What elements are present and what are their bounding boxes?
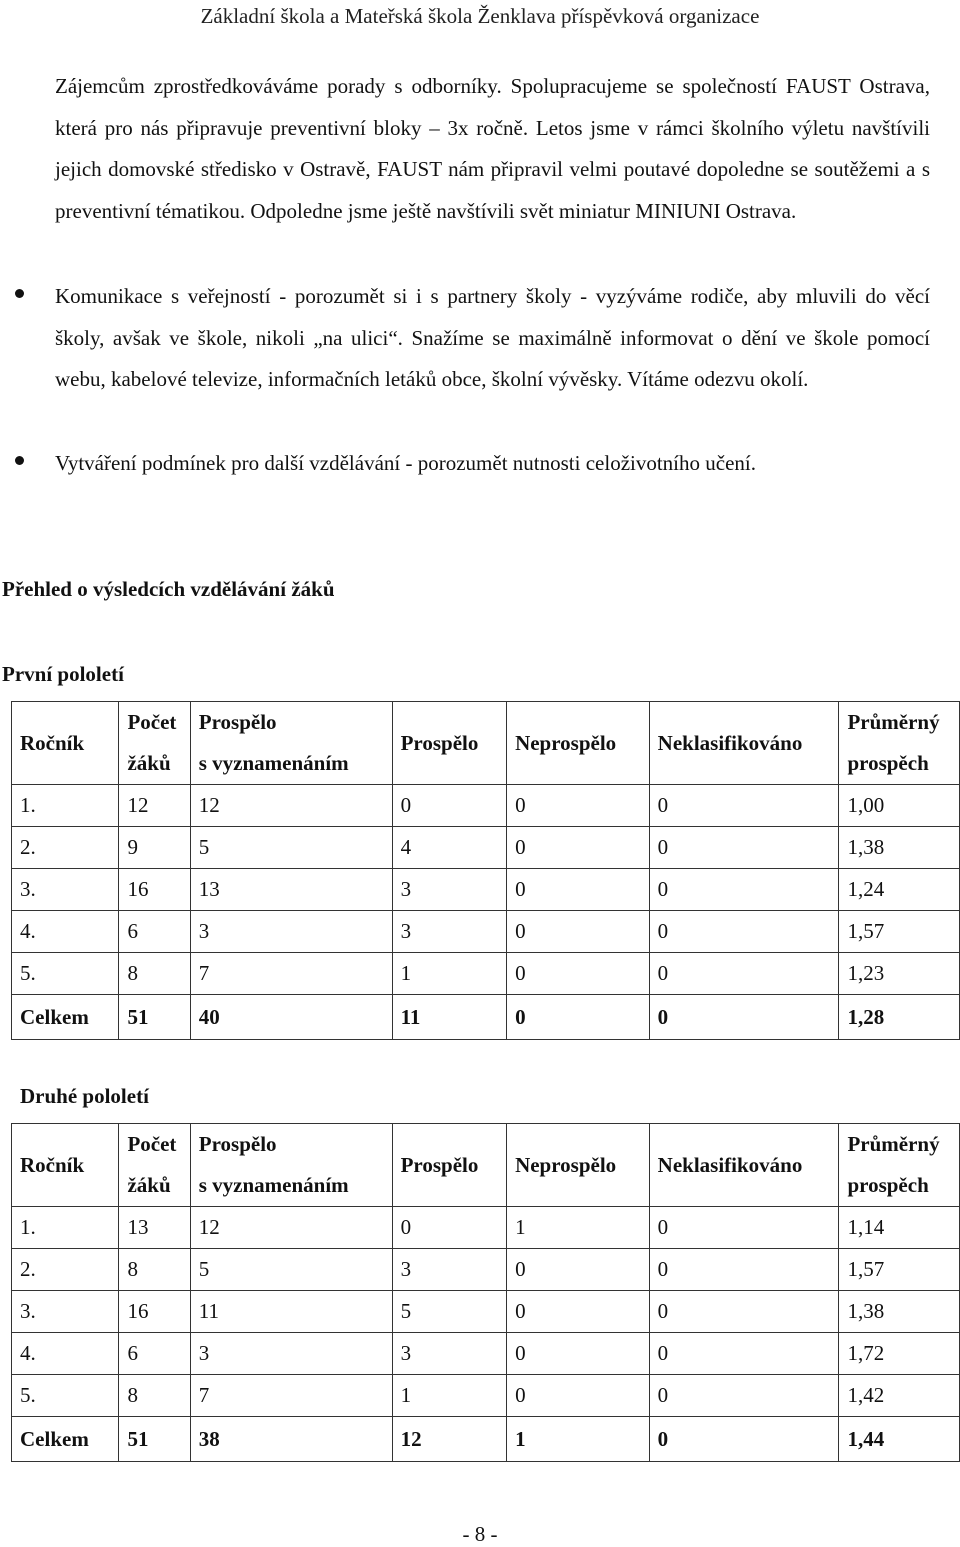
cell-neklas: 0 [649, 1291, 839, 1333]
col-header-prospelo: Prospělo [392, 702, 506, 785]
cell-prumer: 1,23 [839, 953, 960, 995]
table-total-row [12, 1417, 960, 1462]
cell-prospelo: 1 [392, 1375, 506, 1417]
cell-vyzn: 40 [190, 995, 392, 1040]
cell-prumer: 1,38 [839, 827, 960, 869]
cell-neklas: 0 [649, 1375, 839, 1417]
cell-prospelo: 11 [392, 995, 506, 1040]
cell-pocet: 8 [119, 1249, 190, 1291]
cell-rocnik: Celkem [12, 995, 119, 1040]
cell-pocet: 9 [119, 827, 190, 869]
col-header-neprospelo: Neprospělo [507, 1124, 650, 1207]
table-row [12, 1291, 960, 1333]
cell-vyzn: 5 [190, 1249, 392, 1291]
cell-neprospelo: 0 [507, 869, 650, 911]
cell-prospelo: 3 [392, 1249, 506, 1291]
cell-neklas: 0 [649, 1333, 839, 1375]
bullet-text: Komunikace s veřejností - porozumět si i s partnery školy - vyzýváme rodiče, aby mluvili do věcí školy, avšak ve škole, nikoli „na ulici“. Snažíme se maximálně informovat o dění ve škole pomocí webu, kabelové televize, informačních letáků obce, školní vývěsky. Vítáme odezvu okolí. [55, 284, 930, 391]
cell-prospelo: 3 [392, 911, 506, 953]
cell-prumer: 1,14 [839, 1207, 960, 1249]
cell-neklas: 0 [649, 1417, 839, 1462]
col-header-prospelo: Prospělo [392, 1124, 506, 1207]
cell-neprospelo: 0 [507, 827, 650, 869]
cell-neklas: 0 [649, 785, 839, 827]
cell-prumer: 1,28 [839, 995, 960, 1040]
table-row [12, 1249, 960, 1291]
cell-pocet: 51 [119, 995, 190, 1040]
table-row [12, 785, 960, 827]
cell-pocet: 8 [119, 1375, 190, 1417]
cell-prospelo: 0 [392, 785, 506, 827]
table-row [12, 827, 960, 869]
cell-neklas: 0 [649, 1207, 839, 1249]
cell-prumer: 1,57 [839, 1249, 960, 1291]
cell-neprospelo: 0 [507, 995, 650, 1040]
cell-neklas: 0 [649, 953, 839, 995]
cell-prospelo: 3 [392, 1333, 506, 1375]
table-row [12, 869, 960, 911]
cell-vyzn: 5 [190, 827, 392, 869]
cell-rocnik: 1. [12, 785, 119, 827]
cell-prumer: 1,72 [839, 1333, 960, 1375]
cell-rocnik: 3. [12, 1291, 119, 1333]
cell-prospelo: 0 [392, 1207, 506, 1249]
table-header-row [12, 702, 960, 785]
col-header-rocnik: Ročník [12, 702, 119, 785]
page-number: - 8 - [462, 1522, 498, 1546]
bullet-icon [15, 456, 24, 465]
cell-neprospelo: 0 [507, 1375, 650, 1417]
first-term-table [11, 701, 960, 1040]
col-header-pocet: Počet žáků [119, 702, 190, 785]
cell-rocnik: 3. [12, 869, 119, 911]
cell-rocnik: Celkem [12, 1417, 119, 1462]
cell-prospelo: 5 [392, 1291, 506, 1333]
cell-neprospelo: 0 [507, 1249, 650, 1291]
bullet-text: Vytváření podmínek pro další vzdělávání - porozumět nutnosti celoživotního učení. [55, 451, 756, 475]
cell-vyzn: 38 [190, 1417, 392, 1462]
col-header-prumer: Průměrný prospěch [839, 1124, 960, 1207]
cell-pocet: 6 [119, 1333, 190, 1375]
intro-paragraph: Zájemcům zprostředkováváme porady s odborníky. Spolupracujeme se společností FAUST Ostrava, která pro nás připravuje preventivní bloky – 3x ročně. Letos jsme v rámci školního výletu navštívili jejich domovské středisko v Ostravě, FAUST nám připravil velmi poutavé dopoledne se soutěžemi a s preventivní tématikou. Odpoledne jsme ještě navštívili svět miniatur MINIUNI Ostrava. [55, 74, 930, 223]
cell-prospelo: 12 [392, 1417, 506, 1462]
cell-pocet: 16 [119, 1291, 190, 1333]
col-header-rocnik: Ročník [12, 1124, 119, 1207]
col-header-neklasifikovano: Neklasifikováno [649, 702, 839, 785]
cell-neklas: 0 [649, 869, 839, 911]
cell-rocnik: 2. [12, 1249, 119, 1291]
table-row [12, 911, 960, 953]
cell-neprospelo: 0 [507, 1333, 650, 1375]
cell-neklas: 0 [649, 1249, 839, 1291]
cell-neprospelo: 1 [507, 1207, 650, 1249]
cell-pocet: 8 [119, 953, 190, 995]
cell-rocnik: 4. [12, 1333, 119, 1375]
cell-rocnik: 5. [12, 953, 119, 995]
cell-vyzn: 7 [190, 953, 392, 995]
cell-neklas: 0 [649, 911, 839, 953]
cell-rocnik: 5. [12, 1375, 119, 1417]
col-header-neprospelo: Neprospělo [507, 702, 650, 785]
cell-prospelo: 4 [392, 827, 506, 869]
cell-rocnik: 2. [12, 827, 119, 869]
table-total-row [12, 995, 960, 1040]
cell-pocet: 6 [119, 911, 190, 953]
cell-pocet: 12 [119, 785, 190, 827]
cell-vyzn: 7 [190, 1375, 392, 1417]
cell-neprospelo: 0 [507, 785, 650, 827]
table-row [12, 1375, 960, 1417]
cell-prumer: 1,44 [839, 1417, 960, 1462]
cell-neprospelo: 1 [507, 1417, 650, 1462]
cell-neklas: 0 [649, 995, 839, 1040]
cell-prumer: 1,24 [839, 869, 960, 911]
cell-prumer: 1,57 [839, 911, 960, 953]
cell-vyzn: 3 [190, 1333, 392, 1375]
col-header-prumer: Průměrný prospěch [839, 702, 960, 785]
cell-vyzn: 3 [190, 911, 392, 953]
col-header-neklasifikovano: Neklasifikováno [649, 1124, 839, 1207]
table-row [12, 1333, 960, 1375]
table-row [12, 953, 960, 995]
cell-pocet: 16 [119, 869, 190, 911]
cell-prumer: 1,38 [839, 1291, 960, 1333]
cell-pocet: 51 [119, 1417, 190, 1462]
second-term-title: Druhé pololetí [20, 1084, 149, 1108]
col-header-vyznamenani: Prospělo s vyznamenáním [190, 1124, 392, 1207]
table-row [12, 1207, 960, 1249]
page-header: Základní škola a Mateřská škola Ženklava příspěvková organizace [200, 4, 760, 28]
col-header-vyznamenani: Prospělo s vyznamenáním [190, 702, 392, 785]
cell-neprospelo: 0 [507, 953, 650, 995]
table-header-row [12, 1124, 960, 1207]
cell-vyzn: 13 [190, 869, 392, 911]
cell-rocnik: 4. [12, 911, 119, 953]
cell-pocet: 13 [119, 1207, 190, 1249]
cell-prospelo: 1 [392, 953, 506, 995]
cell-prumer: 1,42 [839, 1375, 960, 1417]
cell-vyzn: 12 [190, 785, 392, 827]
cell-rocnik: 1. [12, 1207, 119, 1249]
cell-vyzn: 11 [190, 1291, 392, 1333]
bullet-icon [15, 289, 24, 298]
cell-neklas: 0 [649, 827, 839, 869]
cell-vyzn: 12 [190, 1207, 392, 1249]
second-term-table [11, 1123, 960, 1462]
cell-neprospelo: 0 [507, 911, 650, 953]
first-term-title: První pololetí [2, 662, 124, 686]
col-header-pocet: Počet žáků [119, 1124, 190, 1207]
cell-neprospelo: 0 [507, 1291, 650, 1333]
cell-prumer: 1,00 [839, 785, 960, 827]
results-section-title: Přehled o výsledcích vzdělávání žáků [2, 577, 335, 601]
cell-prospelo: 3 [392, 869, 506, 911]
